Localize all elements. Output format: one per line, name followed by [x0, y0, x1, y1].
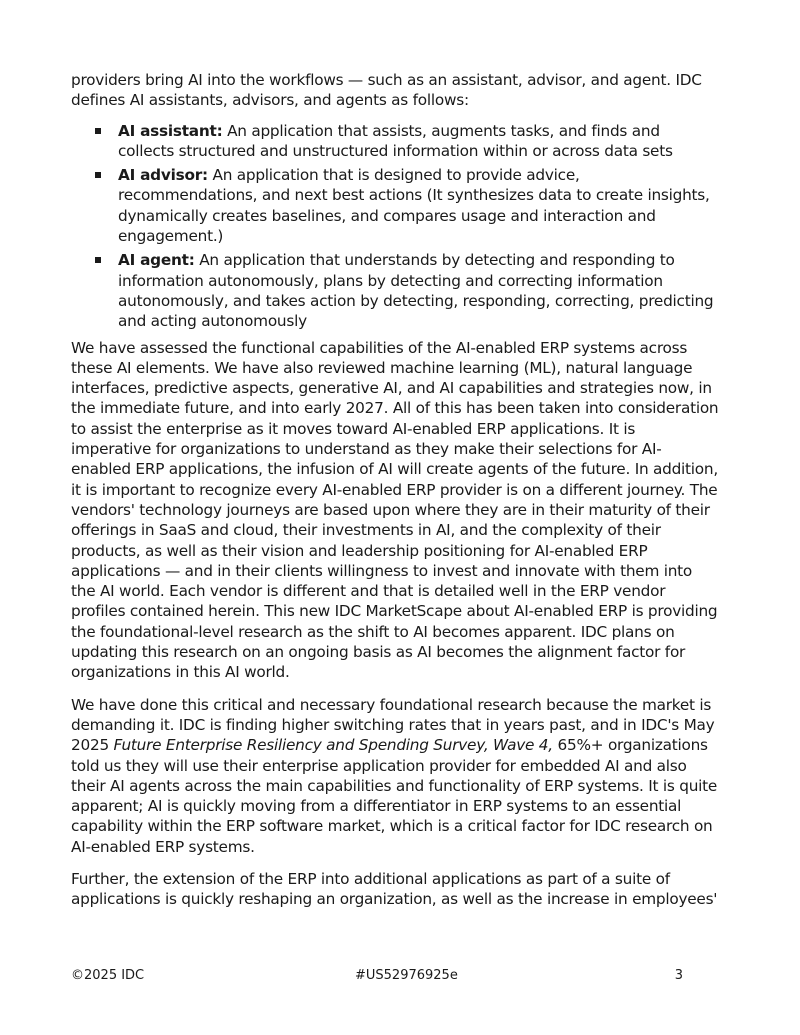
- footer-copyright: ©2025 IDC: [71, 968, 145, 983]
- extension-paragraph: Further, the extension of the ERP into additional applications as part of a suite of applications is quickly reshaping an organization, as well as the increase in employees': [71, 869, 718, 909]
- square-bullet-icon: [95, 172, 101, 178]
- definition-term: AI advisor:: [118, 166, 208, 185]
- intro-paragraph: providers bring AI into the workflows — such as an assistant, advisor, and agent. IDC defines AI assistants, advisors, and agents as follows:: [71, 71, 702, 110]
- research-text-end: 65%+ organizations told us they will use their enterprise application provider for embedded AI and also their AI agents across the main capabilities and functionality of ERP systems. It is quite apparent; AI is quickly moving from a differentiator in ERP systems to an essential capability within the ERP software market, which is a critical factor for IDC research on AI-enabled ERP systems.: [71, 736, 718, 856]
- assessment-paragraph: We have assessed the functional capabilities of the AI-enabled ERP systems across these AI elements. We have also reviewed machine learning (ML), natural language interfaces, predictive aspects, generative AI, and AI capabilities and strategies now, in the immediate future, and into early 2027. All of this has been taken into consideration to assist the enterprise as it moves toward AI-enabled ERP applications. It is imperative for organizations to understand as they make their selections for AI-enabled ERP applications, the infusion of AI will create agents of the future. In addition, it is important to recognize every AI-enabled ERP provider is on a different journey. The vendors' technology journeys are based upon where they are in their maturity of their offerings in SaaS and cloud, their investments in AI, and the complexity of their products, as well as their vision and leadership positioning for AI-enabled ERP applications — and in their clients willingness to invest and innovate with them into the AI world. Each vendor is different and that is detailed well in the ERP vendor profiles contained herein. This new IDC MarketScape about AI-enabled ERP is providing the foundational-level research as the shift to AI becomes apparent. IDC plans on updating this research on an ongoing basis as AI becomes the alignment factor for organizations in this AI world.: [71, 338, 719, 682]
- footer-doc-id: #US52976925e: [355, 968, 458, 983]
- research-text-start: We have done this critical and necessary foundational research because the market is demanding it. IDC is finding higher switching rates that in years past, and in IDC's May 2025: [71, 695, 715, 755]
- footer-page-number: 3: [674, 968, 683, 983]
- square-bullet-icon: [95, 257, 101, 263]
- definitions-list: [71, 121, 719, 332]
- survey-title: Future Enterprise Resiliency and Spending Survey, Wave 4,: [113, 736, 553, 755]
- definition-text: An application that understands by detecting and responding to information autonomously, plans by detecting and correcting information autonomously, and takes action by detecting, responding, correcting, predicting and acting autonomously: [118, 251, 714, 331]
- research-paragraph: [71, 695, 719, 857]
- list-item: [71, 121, 719, 162]
- definition-term: AI assistant:: [118, 121, 223, 140]
- definition-text: An application that assists, augments tasks, and finds and collects structured and unstructured information within or across data sets: [118, 121, 673, 160]
- list-item: [71, 165, 719, 246]
- definition-text: An application that is designed to provide advice, recommendations, and next best actions (It synthesizes data to create insights, dynamically creates baselines, and compares usage and interaction and engagement.): [118, 166, 710, 246]
- definition-term: AI agent:: [118, 251, 195, 270]
- square-bullet-icon: [95, 128, 101, 134]
- list-item: [71, 250, 719, 331]
- document-body: [71, 70, 719, 910]
